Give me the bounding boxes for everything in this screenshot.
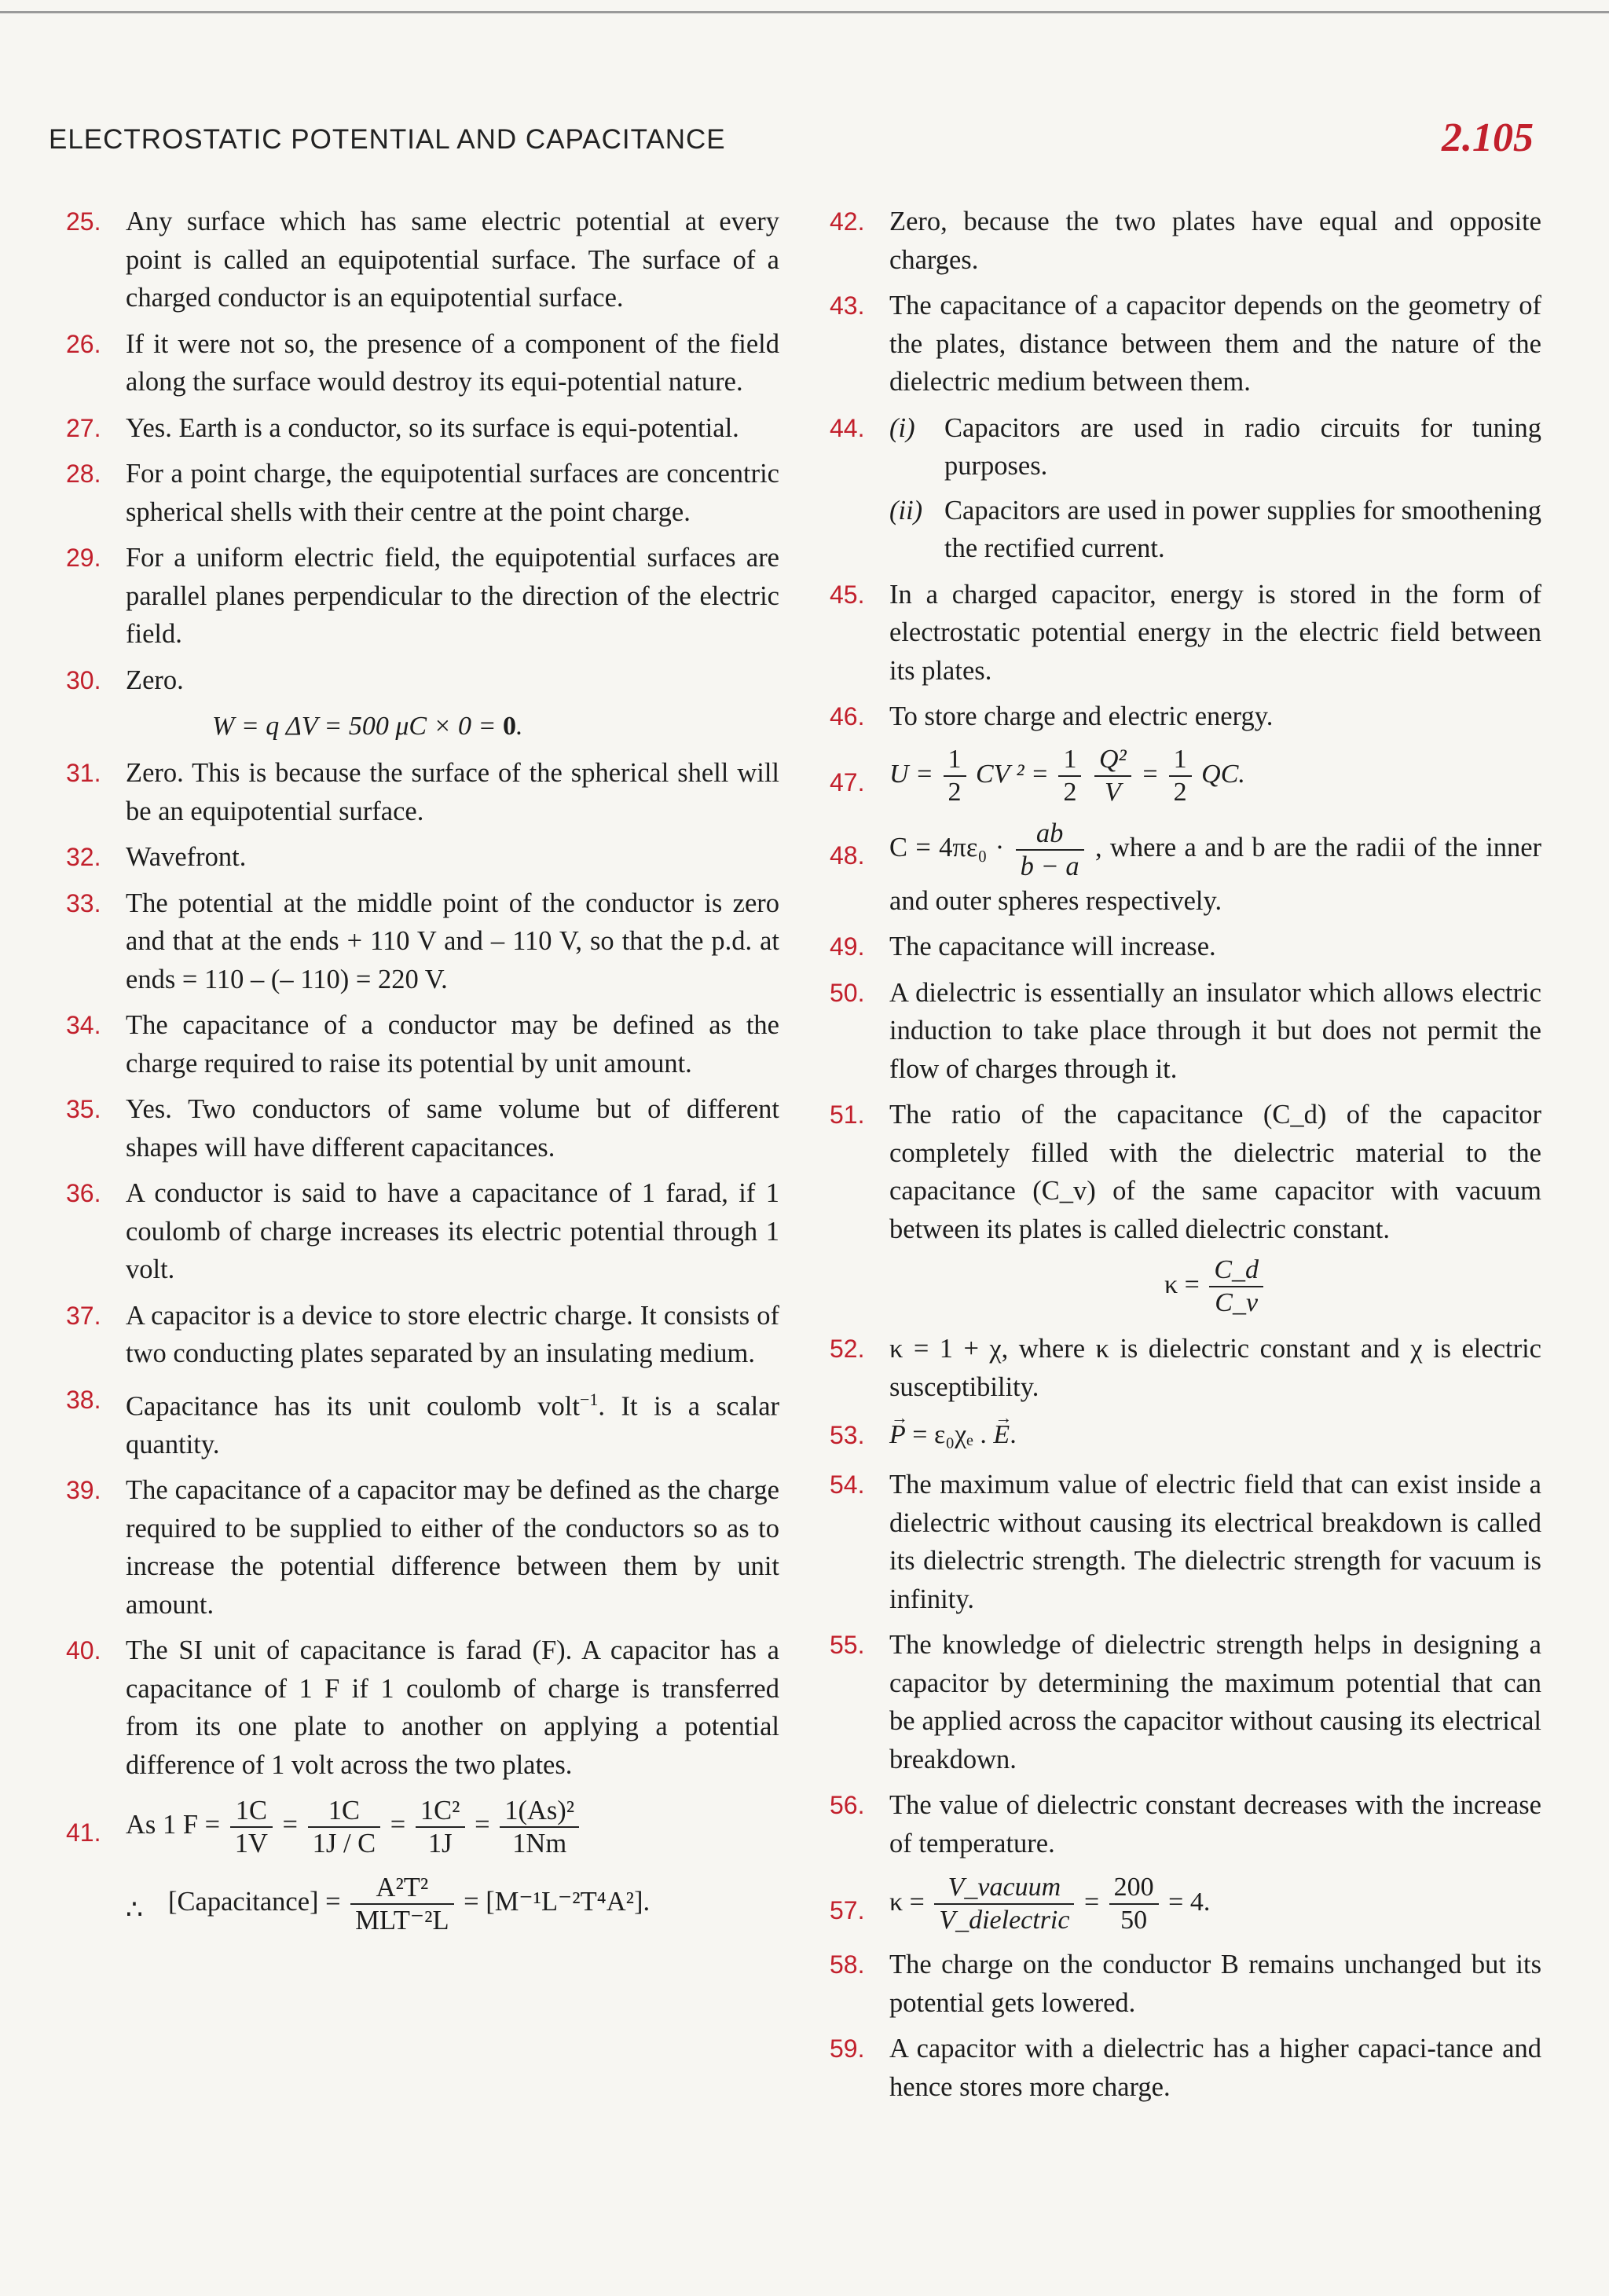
answer-44: 44. (i) Capacitors are used in radio circuits for tuning purposes. (ii) Capacitors are used in power supplies for smoothening the rectified current. xyxy=(830,409,1541,568)
answer-42: 42. Zero, because the two plates have equal and opposite charges. xyxy=(830,207,1541,275)
answer-28: 28. For a point charge, the equipotential surfaces are concentric spherical shells with their centre at the point charge. xyxy=(66,459,779,527)
answer-30: 30. Zero. W = q ΔV = 500 μC × 0 = 0. xyxy=(66,661,779,747)
frac-1c-1v: $\frac{1C}{1V}$ xyxy=(230,1795,273,1859)
answer-55: 55. The knowledge of dielectric strength helps in designing a capacitor by determining the maximum potential that can be applied across the capacitor without causing its electrical breakdown. xyxy=(830,1630,1541,1774)
answer-45: 45. In a charged capacitor, energy is stored in the form of electrostatic potential energy in the electric field between its plates. xyxy=(830,579,1541,686)
answer-27: 27. Yes. Earth is a conductor, so its surface is equi-potential. xyxy=(66,412,739,443)
answer-31: 31. Zero. This is because the surface of the spherical shell will be an equipotential surface. xyxy=(66,758,779,826)
answer-52: 52. κ = 1 + χ, where κ is dielectric constant and χ is electric susceptibility. xyxy=(830,1334,1541,1402)
answer-34: 34. The capacitance of a conductor may be defined as the charge required to raise its potential by unit amount. xyxy=(66,1010,779,1078)
answer-33: 33. The potential at the middle point of the conductor is zero and that at the ends + 110 V and – 110 V, so that the p.d. at ends = 110 – (– 110) = 220 V. xyxy=(66,888,779,994)
answer-39: 39. The capacitance of a capacitor may be defined as the charge required to be supplied to either of the conductors so as to increase the potential difference between them by unit amount. xyxy=(66,1475,779,1620)
answer-26: 26. If it were not so, the presence of a component of the field along the surface would destroy its equi-potential nature. xyxy=(66,328,779,397)
answer-32: 32. Wavefront. xyxy=(66,842,247,872)
answer-29: 29. For a uniform electric field, the equipotential surfaces are parallel planes perpendicular to the direction of the electric field. xyxy=(66,543,779,649)
kappa-formula: κ = $\frac{C\_d}{C\_v}$ xyxy=(889,1254,1541,1319)
right-column xyxy=(830,203,1541,2106)
left-column xyxy=(66,203,779,1936)
frac-ab: $\frac{ab}{b - a}$ xyxy=(1016,818,1084,882)
chapter-title: ELECTROSTATIC POTENTIAL AND CAPACITANCE xyxy=(49,124,726,155)
answer-25: 25. Any surface which has same electric potential at every point is called an equipotential surface. The surface of a charged conductor is an equipotential surface. xyxy=(66,207,779,313)
answer-59: 59. A capacitor with a dielectric has a higher capaci-tance and hence stores more charge. xyxy=(830,2034,1541,2102)
dimension-formula: ∴ [Capacitance] = $\frac{\text{A²T²}}{\text{MLT⁻²L}}$ = [M⁻¹L⁻²T⁴A²]. xyxy=(126,1873,651,1935)
answer-41: 41. As 1 F = $\frac{1C}{1V}$ = $\frac{1C}{1J / C}$ = $\frac{\text{1C²}}{1J}$ = $\frac{\text{1(As)²}}{1Nm}$ xyxy=(66,1795,779,1859)
answer-47: 47. U = $\frac{1}{2}$ CV ² = $\frac{1}{2}$ $\frac{\text{Q²}}{V}$ = $\frac{1}{2}$ QC. xyxy=(830,744,1245,807)
answer-53: 53. → P = ε₀χₑ . → E. xyxy=(830,1415,1541,1455)
frac-as2-nm: $\frac{\text{1(As)²}}{1Nm}$ xyxy=(500,1795,579,1859)
answer-58: 58. The charge on the conductor B remains unchanged but its potential gets lowered. xyxy=(830,1950,1541,2018)
frac-1c-1jc: $\frac{1C}{1J / C}$ xyxy=(308,1795,381,1859)
frac-dimension: $\frac{\text{A²T²}}{\text{MLT⁻²L}}$ xyxy=(350,1872,453,1936)
answer-35: 35. Yes. Two conductors of same volume but of different shapes will have different capacitances. xyxy=(66,1094,779,1163)
answer-36: 36. A conductor is said to have a capacitance of 1 farad, if 1 coulomb of charge increases its electric potential through 1 volt. xyxy=(66,1178,779,1284)
answer-56: 56. The value of dielectric constant decreases with the increase of temperature. xyxy=(830,1790,1541,1858)
answer-46: 46. To store charge and electric energy. xyxy=(830,701,1274,731)
formula-30: W = q ΔV = 500 μC × 0 = 0. xyxy=(212,712,523,741)
answer-54: 54. The maximum value of electric field that can exist inside a dielectric without causing its electrical breakdown is called its dielectric strength. The dielectric strength for vacuum is infinity. xyxy=(830,1470,1541,1614)
answer-57: 57. κ = $\frac{\text{V\_vacuum}}{\text{V\_dielectric}}$ = $\frac{200}{50}$ = 4. xyxy=(830,1873,1211,1935)
answer-37: 37. A capacitor is a device to store electric charge. It consists of two conducting plates separated by an insulating medium. xyxy=(66,1300,779,1368)
answer-44-ii: (ii) Capacitors are used in power supplies for smoothening the rectified current. xyxy=(889,495,1541,563)
answer-50: 50. A dielectric is essentially an insulator which allows electric induction to take place through it but does not permit the flow of charges through it. xyxy=(830,977,1541,1084)
answer-44-i: (i) Capacitors are used in radio circuits for tuning purposes. xyxy=(889,412,1541,481)
answer-51: 51. The ratio of the capacitance (C_d) of the capacitor completely filled with the dielectric material to the capacitance (C_v) of the same capacitor with vacuum between its plates is called dielectric constant. κ = $\frac{C\_d}{C\_v}$ xyxy=(830,1100,1541,1317)
frac-1c2-1j: $\frac{\text{1C²}}{1J}$ xyxy=(416,1795,465,1859)
answer-40: 40. The SI unit of capacitance is farad (F). A capacitor has a capacitance of 1 F if 1 coulomb of charge is transferred from its one plate to another on applying a potential difference of 1 volt across the two plates. xyxy=(66,1635,779,1780)
top-rule xyxy=(0,11,1609,13)
page-number: 2.105 xyxy=(1442,115,1534,160)
answer-43: 43. The capacitance of a capacitor depends on the geometry of the plates, distance between them and the nature of the dielectric medium between them. xyxy=(830,291,1541,397)
answer-49: 49. The capacitance will increase. xyxy=(830,932,1216,961)
answer-48: 48. C = 4πε₀ · $\frac{ab}{b - a}$ , where a and b are the radii of the inner and outer spheres respectively. xyxy=(830,818,1542,916)
answer-38: 38. Capacitance has its unit coulomb volt$^{-1}$. It is a scalar quantity. xyxy=(66,1385,779,1459)
